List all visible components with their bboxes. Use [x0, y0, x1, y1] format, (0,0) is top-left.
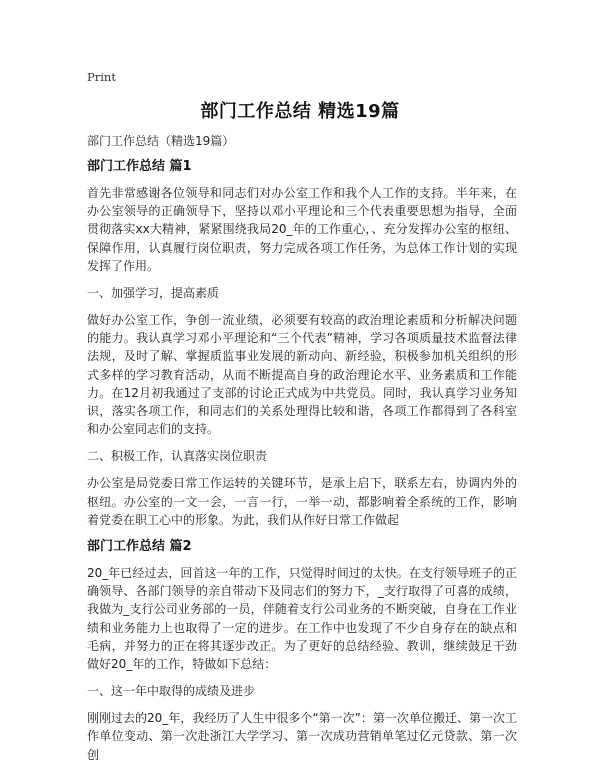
article-2-intro: 20_年已经过去，回首这一年的工作，只觉得时间过的太快。在支行领导班子的正确领导、各部门领导的亲自带动下及同志们的努力下，_支行取得了可喜的成绩，我做为_支行公司业务部的一员，伴随着支行公司业务的不断突破，自身在工作业绩和业务能力上也取得了一定的进步。在工作中也发现了不少自身存在的缺点和毛病，并努力的正在将其逐步改正。为了更好的总结经验、教训，继续鼓足干劲做好20_年的工作，特做如下总结： [87, 566, 517, 672]
document-subtitle: 部门工作总结（精选19篇） [87, 134, 235, 148]
article-1-section-1-body: 做好办公室工作，争创一流业绩，必须要有较高的政治理论素质和分析解决问题的能力。我认真学习邓小平理论和“三个代表”精神，学习各项质量技术监督法律法规，及时了解、掌握质监事业发展的新动向、新经验，积极参加机关组织的形式多样的学习教育活动，从而不断提高自身的政治理论水平、业务素质和工作能力。在12月初我通过了支部的讨论正式成为中共党员。同时，我认真学习业务知识，落实各项工作，和同志们的关系处理得比较和谐，各项工作都得到了各科室和办公室同志们的支持。 [87, 313, 517, 437]
article-1-section-2-body: 办公室是局党委日常工作运转的关键环节，是承上启下，联系左右，协调内外的枢纽。办公室的一文一会，一言一行，一举一动，都影响着全系统的工作，影响着党委在职工心中的形象。为此，我们从作好日常工作做起 [87, 476, 517, 527]
article-2-section-1-body: 刚刚过去的20_年，我经历了人生中很多个“第一次”：第一次单位搬迁、第一次工作单位变动、第一次赴浙江大学学习、第一次成功营销单笔过亿元贷款、第一次创 [87, 711, 517, 762]
article-2-heading: 部门工作总结 篇2 [87, 539, 192, 555]
article-1-intro: 首先非常感谢各位领导和同志们对办公室工作和我个人工作的支持。半年来，在办公室领导的正确领导下，坚持以邓小平理论和三个代表重要思想为指导，全面贯彻落实xx大精神，紧紧围绕我局20_年的工作重心，、充分发挥办公室的枢纽、保障作用，认真履行岗位职责，努力完成各项工作任务，为总体工作计划的实现发挥了作用。 [87, 186, 517, 273]
article-1-section-1-title: 一、加强学习，提高素质 [87, 286, 220, 301]
page-title: 部门工作总结 精选19篇 [200, 101, 400, 122]
print-label[interactable]: Print [87, 70, 116, 84]
article-1-section-2-title: 二、积极工作，认真落实岗位职责 [87, 449, 268, 464]
document-body [87, 132, 517, 773]
article-1-heading: 部门工作总结 篇1 [87, 159, 192, 174]
article-2-section-1-title: 一、这一年中取得的成绩及进步 [87, 684, 256, 699]
